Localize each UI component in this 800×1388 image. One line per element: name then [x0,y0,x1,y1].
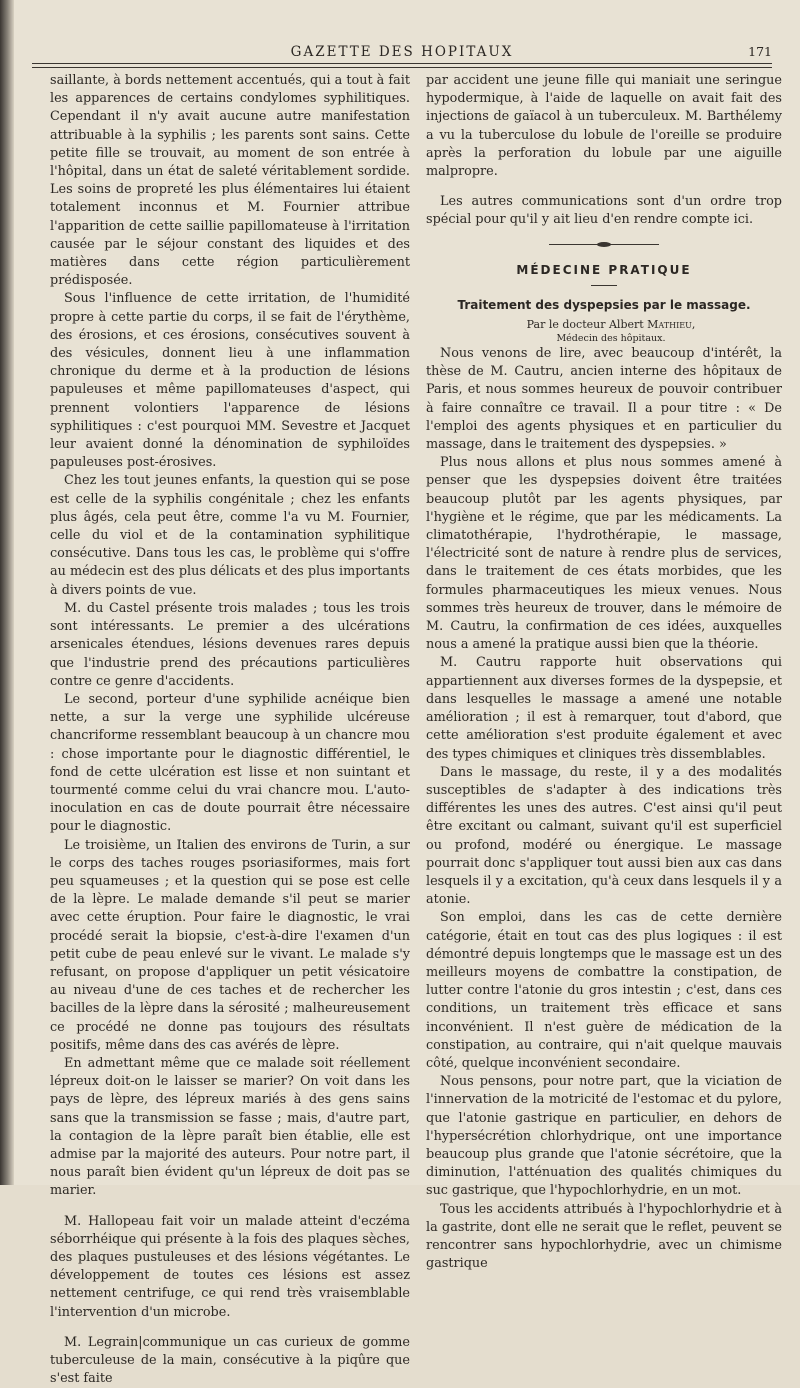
article-title: Traitement des dyspepsies par le massage. [457,297,751,312]
paragraph: Plus nous allons et plus nous sommes amené à penser que les dyspepsies doivent être traitées beaucoup plutôt par les agents physiques, par l'hygiène et le régime, que par les médicaments. La climatothérapie, l'hydrothérapie, le massage, l'électricité sont de nature à rendre plus de services, dans le traitement de ces états morbides, que les formules pharmaceutiques les mieux venues. Nous sommes très heureux de trouver, dans le mémoire de M. Cautru, la confirmation de ces idées, auxquelles nous a amené la pratique aussi bien que la théorie. [426,455,782,653]
paragraph: Chez les tout jeunes enfants, la question qui se pose est celle de la syphilis congénitale ; chez les enfants plus âgés, cela peut être, comme l'a vu M. Fournier, celle du viol et de la contamination syphilitique consécutive. Dans tous les cas, le problème qui s'offre au médecin est des plus délicats et des plus importants à divers points de vue. [50,473,410,598]
paragraph: M. Hallopeau fait voir un malade atteint d'eczéma séborrhéique qui présente à la fois des plaques sèches, des plaques pustuleuses et des lésions végétantes. Le développement de toutes ces lésions est assez nettement centrifuge, ce qui rend très vraisemblable l'intervention d'un microbe. [50,1213,410,1320]
running-title: GAZETTE DES HOPITAUX [290,44,514,60]
paragraph: M. du Castel présente trois malades ; tous les trois sont intéressants. Le premier a des ulcérations arsenicales étendues, lésions devenues rares depuis que l'industrie prend des précautions particulières contre ce genre d'accidents. [50,600,410,689]
section-heading: MÉDECINE PRATIQUE [516,262,692,277]
paragraph: saillante, à bords nettement accentués, qui a tout à fait les apparences de certains condylomes syphilitiques. Cependant il n'y avait aucune autre manifestation attribuable à la syphilis ; les parents sont sains. Cette petite fille se trouvait, au moment de son entrée à l'hôpital, dans un état de saleté véritablement sordide. Les soins de propreté les plus élémentaires lui étaient totalement inconnus et M. Fournier attribue l'apparition de cette saillie papillomateuse à l'irritation causée par le séjour constant des liquides et des matières dans cette région particulièrement prédisposée. [50,73,410,289]
paragraph: Nous venons de lire, avec beaucoup d'intérêt, la thèse de M. Cautru, ancien interne des hôpitaux de Paris, et nous sommes heureux de pouvoir contribuer à faire connaître ce travail. Il a pour titre : « De l'emploi des agents physiques et en particulier du massage, dans le traitement des dyspepsies. » [426,346,782,453]
paragraph: Dans le massage, du reste, il y a des modalités susceptibles de s'adapter à des indications très différentes les unes des autres. C'est ainsi qu'il peut être excitant ou calmant, suivant qu'il est superficiel ou profond, modéré ou énergique. Le massage pourrait donc s'appliquer tout aussi bien aux cas dans lesquels il y a excitation, qu'à ceux dans lesquels il y a atonie. [426,764,782,908]
heading-rule [591,285,617,286]
paragraph: par accident une jeune fille qui maniait une seringue hypodermique, à l'aide de laquelle on avait fait des injections de gaïacol à un tuberculeux. M. Barthélemy a vu la tuberculose du lobule de l'oreille se produire après la perforation du lobule par une aiguille malpropre. [426,73,782,180]
paragraph: En admettant même que ce malade soit réellement lépreux doit-on le laisser se marier? On voit dans les pays de lèpre, des lépreux mariés à des gens sains sans que la transmission se fasse ; mais, d'autre part, la contagion de la lèpre paraît bien établie, elle est admise par la majorité des auteurs. Pour notre part, il nous paraît bien évident qu'un lépreux de doit pas se marier. [50,1055,410,1199]
page-number: 171 [748,44,772,59]
paragraph: Le second, porteur d'une syphilide acnéique bien nette, a sur la verge une syphilide ulcéreuse chancriforme ressemblant beaucoup à un chancre mou : chose importante pour le diagnostic différentiel, le fond de cette ulcération est lisse et non suintant et tourmenté comme celui du vrai chancre mou. L'auto-inoculation en cas de doute pourrait être nécessaire pour le diagnostic. [50,691,410,835]
paragraph: Les autres communications sont d'un ordre trop spécial pour qu'il y ait lieu d'en rendre compte ici. [426,194,782,228]
author-name: Mathieu [647,318,692,332]
paragraph: M. Cautru rapporte huit observations qui appartiennent aux diverses formes de la dyspepsie, et dans lesquelles le massage a amené une notable amélioration ; il est à remarquer, tout d'abord, que cette amélioration s'est produite également et avec des types chimiques et cliniques très dissemblables. [426,655,782,762]
paragraph: Son emploi, dans les cas de cette dernière catégorie, était en tout cas des plus logiques : il est démontré depuis longtemps que le massage est un des meilleurs moyens de combattre la constipation, de lutter contre l'atonie du gros intestin ; c'est, dans ces conditions, un traitement très efficace et sans inconvénient. Il n'est guère de médication de la constipation, au contraire, qui n'ait quelque mauvais côté, quelque inconvénient secondaire. [426,910,782,1071]
book-spine-shadow [0,0,14,1185]
author-affiliation: Médecin des hôpitaux. [556,333,666,345]
right-column [426,72,782,1273]
page-header [32,40,772,64]
byline [426,318,782,332]
paragraph: M. Legrain|communique un cas curieux de gomme tuberculeuse de la main, consécutive à la piqûre que s'est faite [50,1334,410,1387]
paragraph: Sous l'influence de cette irritation, de l'humidité propre à cette partie du corps, il se fait de l'érythème, des érosions, et ces érosions, consécutives souvent à des vésicules, donnent lieu à une inflammation chronique du derme et à la production de lésions papuleuses et même papillomateuses d'aspect, qui prennent volontiers l'apparence de lésions syphilitiques : c'est pourquoi MM. Sevestre et Jacquet leur avaient donné la dénomination de syphiloïdes papuleuses post-érosives. [50,291,410,471]
paragraph: Nous pensons, pour notre part, que la viciation de l'innervation de la motricité de l'estomac et du pylore, que l'atonie gastrique en particulier, en dehors de l'hypersécrétion chlorhydrique, ont une importance beaucoup plus grande que l'atonie sécrétoire, que la diminution, l'atténuation des qualités chimiques du suc gastrique, que l'hypochlorhydrie, en un mot. [426,1074,782,1199]
paragraph: Le troisième, un Italien des environs de Turin, a sur le corps des taches rouges psoriasiformes, mais fort peu squameuses ; et la question qui se pose est celle de la lèpre. Le malade demande s'il peut se marier avec cette éruption. Pour faire le diagnostic, le vrai procédé serait la biopsie, c'est-à-dire l'examen d'un petit cube de peau enlevé sur le vivant. Le malade s'y refusant, on propose d'appliquer un petit vésicatoire au niveau d'une de ces taches et de rechercher les bacilles de la lèpre dans la sérosité ; malheureusement ce procédé ne donne pas toujours des résultats positifs, même dans des cas avérés de lèpre. [50,837,410,1053]
header-rule [32,63,772,68]
paragraph: Tous les accidents attribués à l'hypochlorhydrie et à la gastrite, dont elle ne serait que le reflet, peuvent se rencontrer sans hypochlorhydrie, avec un chimisme gastrique [426,1201,782,1272]
left-column [50,72,410,1388]
journal-page [14,0,800,1387]
byline-suffix: , [691,318,696,332]
section-divider [549,244,659,245]
byline-prefix: Par le docteur Albert [526,318,648,332]
